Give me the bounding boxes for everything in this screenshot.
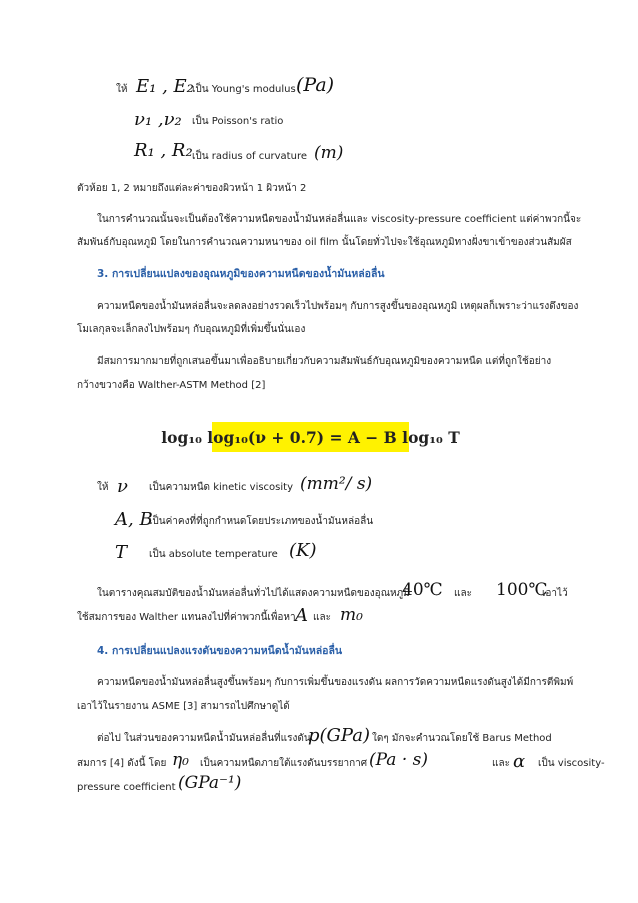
unit-pa: (Pa) xyxy=(296,74,335,96)
symbol-t: T xyxy=(115,542,128,563)
section3-p2-line2: กว้างขวางคือ Walther-ASTM Method [2] xyxy=(77,380,266,391)
symbol-nu1-nu2: ν₁ ,ν₂ xyxy=(134,109,182,130)
para2-tail: เอาไว้ xyxy=(542,588,568,599)
symbol-e1-e2: E₁ , E₂ xyxy=(136,76,194,97)
section4-p2-line2c: เป็น viscosity- xyxy=(538,758,605,769)
section4-p2-line2b: เป็นความหนืดภายใต้แรงดันบรรยากาศ xyxy=(200,758,368,769)
unit-mm2-s: (mm²/ s) xyxy=(300,474,373,494)
para1-line2: สัมพันธ์กับอุณหภูมิ โดยในการคำนวณความหนาของ oil film นั้นโดยทั่วไปจะใช้อุณหภูมิทางฝั่งขาเข้าของส่วนสัมผัส xyxy=(77,237,572,248)
symbol-a: A xyxy=(295,605,308,626)
section3-p1-line2: โมเลกุลจะเล็กลงไปพร้อมๆ กับอุณหภูมิที่เพิ่มขึ้นนั่นเอง xyxy=(77,324,306,335)
section3-p1-line1: ความหนืดของน้ำมันหล่อลื่นจะลดลงอย่างรวดเร็วไปพร้อมๆ กับการสูงขึ้นของอุณหภูมิ เหตุผลก็เพราะว่าแรงดึงของ xyxy=(97,301,579,312)
symbol-nu: ν xyxy=(117,476,128,497)
temp-40c: 40℃ xyxy=(402,580,443,600)
where-lead-1: ให้ xyxy=(116,84,128,95)
subscript-note: ตัวห้อย 1, 2 หมายถึงแต่ละค่าของผิวหน้า 1 ผิวหน้า 2 xyxy=(77,183,307,194)
para1-line1: ในการคำนวณนั้นจะเป็นต้องใช้ความหนืดของน้ำมันหล่อลื่นและ viscosity-pressure coefficient แต่ค่าพวกนี้จะ xyxy=(97,214,582,225)
walther-equation: log₁₀ log₁₀(ν + 0.7) = A − B log₁₀ T xyxy=(212,422,409,452)
radius-curvature-desc: เป็น radius of curvature xyxy=(192,151,307,162)
section4-p2-line1b: ใดๆ มักจะคำนวณโดยใช้ Barus Method xyxy=(372,733,552,744)
unit-pa-s: (Pa · s) xyxy=(369,750,429,770)
symbol-p-gpa: p(GPa) xyxy=(308,725,370,746)
section4-p2-line1a: ต่อไป ในส่วนของความหนืดน้ำมันหล่อลื่นที่แรงดัน xyxy=(97,733,311,744)
section3-heading: 3. การเปลี่ยนแปลงของอุณหภูมิของความหนืดของน้ำมันหล่อลื่น xyxy=(97,268,385,280)
symbol-a-b: A, B xyxy=(115,509,153,530)
para2-and: และ xyxy=(454,588,472,599)
para2-line2: ใช้สมการของ Walther แทนลงไปที่ค่าพวกนี้เพื่อหา xyxy=(77,612,296,623)
para2-line1: ในตารางคุณสมบัติของน้ำมันหล่อลื่นทั่วไปได้แสดงความหนืดของอุณหภูมิ xyxy=(97,588,410,599)
absolute-temperature-desc: เป็น absolute temperature xyxy=(149,549,278,560)
symbol-m0: m₀ xyxy=(340,605,363,625)
kinetic-viscosity-desc: เป็นความหนืด kinetic viscosity xyxy=(149,482,293,493)
temp-100c: 100℃ xyxy=(496,580,548,600)
symbol-alpha: α xyxy=(513,751,526,772)
constants-desc: เป็นค่าคงที่ที่ถูกกำหนดโดยประเภทของน้ำมันหล่อลื่น xyxy=(149,516,374,527)
unit-m: (m) xyxy=(314,143,344,163)
para2-and2: และ xyxy=(313,612,331,623)
poisson-ratio-desc: เป็น Poisson's ratio xyxy=(192,116,284,127)
symbol-eta0: η₀ xyxy=(172,750,189,770)
where-lead-2: ให้ xyxy=(97,482,109,493)
section4-p2-line3: pressure coefficient xyxy=(77,782,176,793)
section3-p2-line1: มีสมการมากมายที่ถูกเสนอขึ้นมาเพื่ออธิบายเกี่ยวกับความสัมพันธ์กับอุณหภูมิของความหนืด แต่ที่ถูกใช้อย่าง xyxy=(97,356,552,367)
young-modulus-desc: เป็น Young's modulus xyxy=(192,84,296,95)
section4-p1-line2: เอาไว้ในรายงาน ASME [3] สามารถไปศึกษาดูได้ xyxy=(77,701,290,712)
symbol-r1-r2: R₁ , R₂ xyxy=(134,140,193,161)
section4-heading: 4. การเปลี่ยนแปลงแรงดันของความหนืดน้ำมันหล่อลื่น xyxy=(97,645,343,657)
section4-p2-and: และ xyxy=(492,758,510,769)
unit-k: (K) xyxy=(289,540,317,561)
section4-p2-line2a: สมการ [4] ดังนี้ โดย xyxy=(77,758,167,769)
section4-p1-line1: ความหนืดของน้ำมันหล่อลื่นสูงขึ้นพร้อมๆ กับการเพิ่มขึ้นของแรงดัน ผลการวัดความหนืดแรงดันสูงได้มีการตีพิมพ์ xyxy=(97,677,574,688)
unit-gpa-inverse: (GPa⁻¹) xyxy=(178,773,242,793)
